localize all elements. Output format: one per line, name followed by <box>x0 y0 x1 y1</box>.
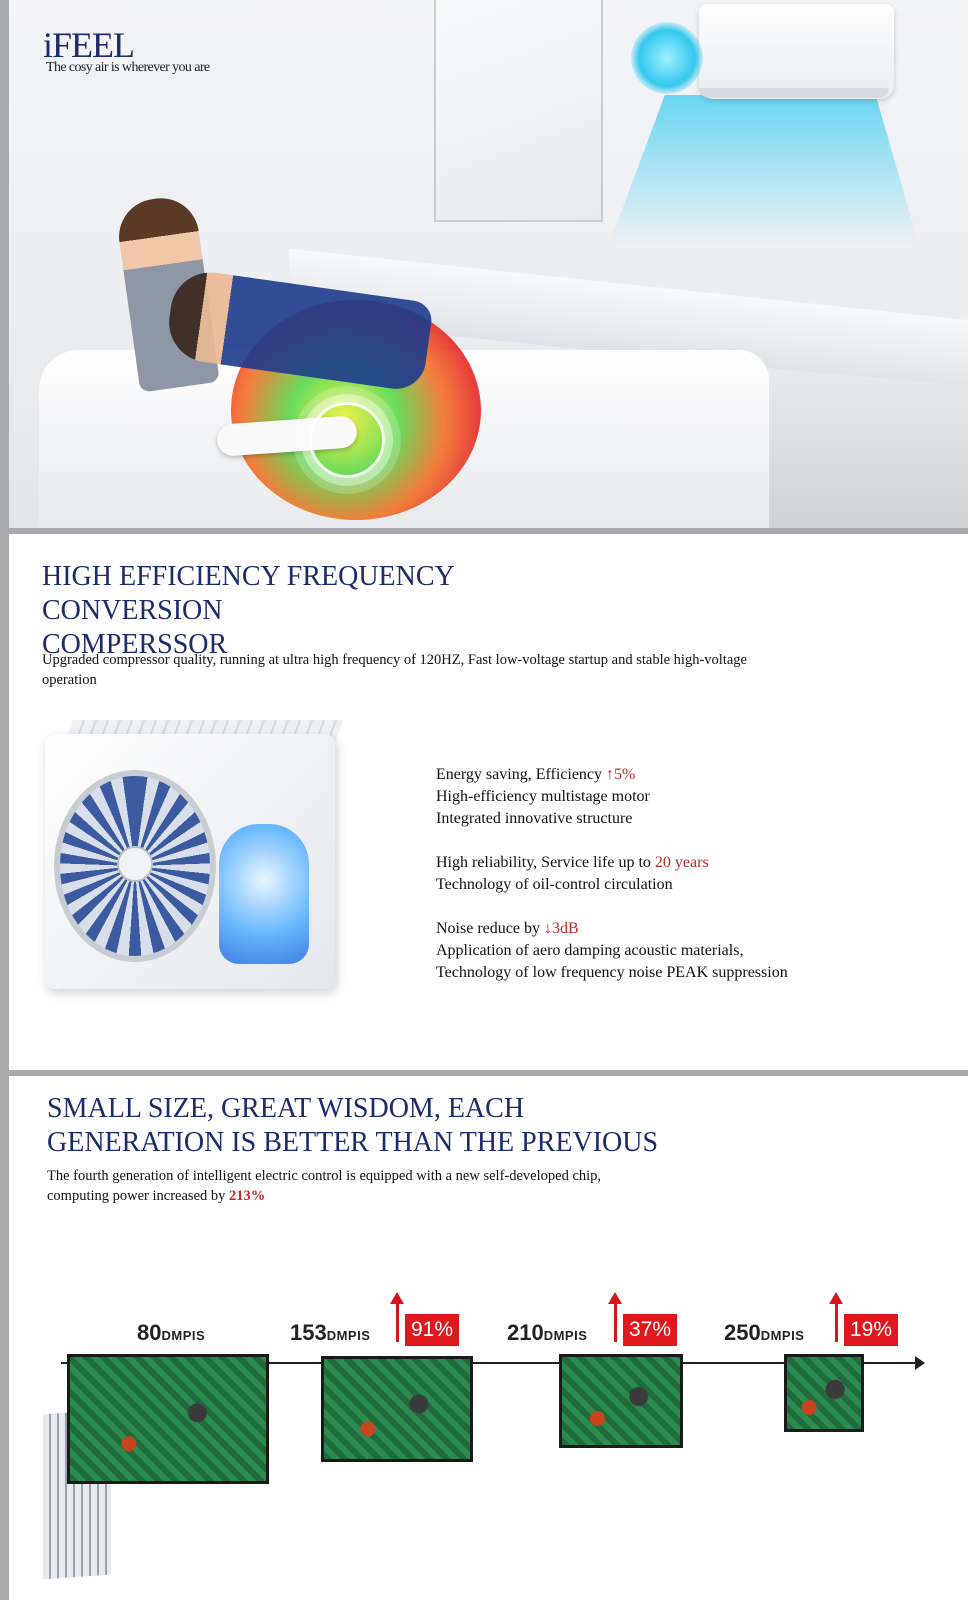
generation-4-value <box>724 1320 804 1346</box>
generation-value-unit: DMPIS <box>161 1328 206 1343</box>
increase-arrow-icon <box>396 1302 399 1342</box>
generation-value-unit: DMPIS <box>760 1328 805 1343</box>
generation-value-number: 80 <box>137 1320 162 1345</box>
generation-3-value <box>507 1320 587 1346</box>
generation-value-number: 250 <box>724 1320 761 1345</box>
feature-highlight: ↑5% <box>606 766 636 783</box>
air-conditioner-image <box>699 4 894 99</box>
control-description-line1: The fourth generation of intelligent electric control is equipped with a new self-developed chip, <box>47 1168 602 1184</box>
feature-highlight: 20 years <box>654 854 709 871</box>
generation-3-increase-badge: 37% <box>623 1314 677 1346</box>
feature-reliability <box>436 852 936 896</box>
generation-1-value <box>137 1320 205 1346</box>
brand-tagline: The cosy air is wherever you are <box>46 60 210 75</box>
feature-line: High reliability, Service life up to <box>436 854 655 871</box>
control-description-line2 <box>47 1186 265 1206</box>
fan-hub-icon <box>117 846 153 882</box>
feature-line: Technology of low frequency noise PEAK suppression <box>436 964 788 981</box>
brand-title: iFEEL <box>43 25 134 65</box>
compressor-title-line2: CONVERSION <box>42 595 223 626</box>
feature-line: Integrated innovative structure <box>436 810 633 827</box>
compressor-section <box>9 534 968 1070</box>
generation-2-increase-badge: 91% <box>405 1314 459 1346</box>
generation-2-value <box>290 1320 370 1346</box>
compressor-title-line1: HIGH EFFICIENCY FREQUENCY <box>42 561 455 592</box>
feature-line: Application of aero damping acoustic materials, <box>436 942 744 959</box>
feature-line: Technology of oil-control circulation <box>436 876 673 893</box>
circuit-board-gen3-image <box>559 1354 683 1448</box>
compressor-glow-image <box>219 824 309 964</box>
generation-value-number: 210 <box>507 1320 544 1345</box>
feature-noise <box>436 918 936 984</box>
circuit-board-gen4-image <box>784 1354 864 1432</box>
control-title-line2: GENERATION IS BETTER THAN THE PREVIOUS <box>47 1127 659 1158</box>
feature-efficiency <box>436 764 936 830</box>
feature-list <box>436 764 936 1006</box>
compressor-description: Upgraded compressor quality, running at ultra high frequency of 120HZ, Fast low-voltage startup and stable high-voltage operation <box>42 652 747 688</box>
compressor-title-line3: COMPERSSOR <box>42 629 228 660</box>
circuit-board-gen1-image <box>67 1354 269 1484</box>
hero-banner <box>9 0 968 528</box>
cool-airflow-illustration <box>609 95 919 245</box>
window-illustration <box>434 0 603 222</box>
control-title-line1: SMALL SIZE, GREAT WISDOM, EACH <box>47 1093 525 1124</box>
feature-line: High-efficiency multistage motor <box>436 788 650 805</box>
generation-value-number: 153 <box>290 1320 327 1345</box>
feature-line: Energy saving, Efficiency <box>436 766 607 783</box>
air-conditioner-grille <box>699 88 889 98</box>
control-section <box>9 1076 968 1600</box>
fan-glow-icon <box>631 22 703 94</box>
feature-line: Noise reduce by <box>436 920 544 937</box>
signal-waves-icon <box>309 402 385 478</box>
increase-arrow-icon <box>835 1302 838 1342</box>
generation-value-unit: DMPIS <box>543 1328 588 1343</box>
feature-highlight: ↓3dB <box>543 920 579 937</box>
generation-4-increase-badge: 19% <box>844 1314 898 1346</box>
computing-power-increase: 213% <box>229 1188 266 1204</box>
control-description-text: computing power increased by <box>47 1188 230 1204</box>
timeline-arrow-icon <box>915 1356 925 1370</box>
increase-arrow-icon <box>614 1302 617 1342</box>
generation-value-unit: DMPIS <box>326 1328 371 1343</box>
circuit-board-gen2-image <box>321 1356 473 1462</box>
